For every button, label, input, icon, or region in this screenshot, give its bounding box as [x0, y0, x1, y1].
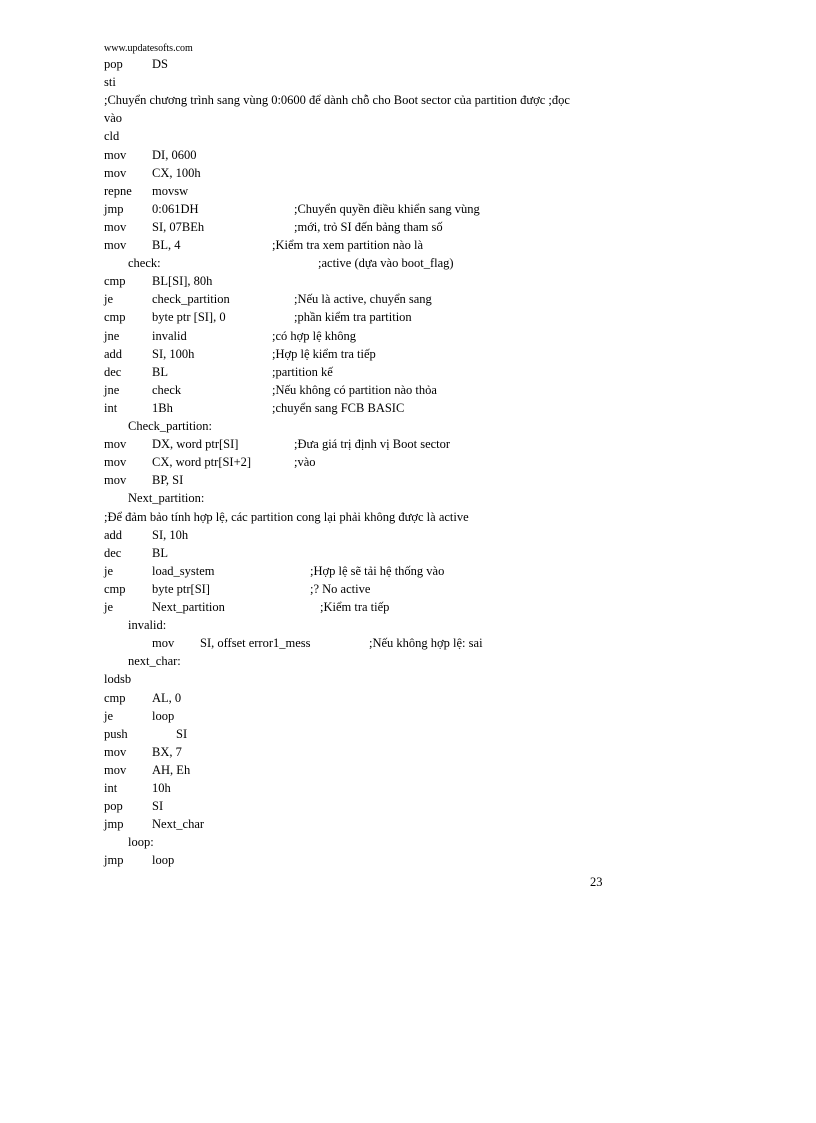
- code-line: [0, 598, 816, 616]
- code-opcode: add: [104, 346, 123, 361]
- code-line: [0, 290, 816, 308]
- code-operand: CX, word ptr[SI+2]: [152, 455, 252, 470]
- code-line: [0, 327, 816, 345]
- code-operand: BL, 4: [152, 238, 181, 252]
- code-operand: DS: [152, 57, 168, 71]
- code-line: [0, 182, 816, 200]
- code-opcode: je: [104, 563, 114, 578]
- code-line: [0, 399, 816, 417]
- code-text: lodsb: [104, 672, 132, 687]
- code-line: [0, 73, 816, 91]
- code-opcode: pop: [104, 799, 123, 814]
- code-line: [0, 127, 816, 145]
- code-opcode: int: [104, 781, 118, 795]
- code-line: [0, 743, 816, 761]
- code-text: vào: [104, 111, 123, 126]
- code-comment: ;chuyển sang FCB BASIC: [272, 400, 405, 415]
- code-line: [0, 435, 816, 453]
- code-opcode: pop: [104, 57, 123, 71]
- code-line: [0, 652, 816, 670]
- code-comment: ;mới, trỏ SI đến bảng tham số: [294, 219, 443, 234]
- code-operand: BL: [152, 364, 168, 379]
- code-operand: DI, 0600: [152, 147, 197, 162]
- code-line: [0, 707, 816, 725]
- code-opcode: int: [104, 400, 118, 415]
- code-operand: SI, offset error1_mess: [200, 636, 311, 651]
- code-operand: BP, SI: [152, 473, 184, 488]
- code-comment: ;Đưa giá trị định vị Boot sector: [294, 437, 451, 452]
- code-opcode: jmp: [104, 817, 124, 832]
- code-text: ;Để đảm bảo tính hợp lệ, các partition cong lại phải không được là active: [104, 509, 469, 524]
- code-line: [0, 381, 816, 399]
- code-opcode: mov: [104, 238, 127, 252]
- code-operand: 0:061DH: [152, 201, 199, 216]
- code-opcode: je: [104, 292, 114, 307]
- code-operand: AH, Eh: [152, 762, 191, 777]
- code-opcode: jne: [104, 382, 120, 397]
- code-line: [0, 254, 816, 272]
- code-label: loop:: [128, 835, 154, 850]
- code-operand: byte ptr[SI]: [152, 581, 210, 596]
- code-line: [0, 725, 816, 743]
- code-line: [0, 363, 816, 381]
- code-line: [0, 272, 816, 290]
- code-opcode: jmp: [104, 853, 124, 868]
- code-opcode: cmp: [104, 310, 126, 325]
- code-operand: movsw: [152, 183, 189, 198]
- code-line: [0, 200, 816, 218]
- code-label: next_char:: [128, 654, 181, 669]
- code-operand: check: [152, 382, 182, 397]
- code-opcode: push: [104, 726, 128, 741]
- code-label: invalid:: [128, 618, 167, 633]
- code-opcode: mov: [104, 147, 127, 162]
- code-line: [0, 833, 816, 851]
- code-line: [0, 345, 816, 363]
- code-line: [0, 453, 816, 471]
- code-operand: AL, 0: [152, 690, 182, 705]
- code-comment: ;Kiểm tra xem partition nào là: [272, 238, 423, 252]
- code-opcode: je: [104, 600, 114, 614]
- code-text: cld: [104, 129, 120, 144]
- code-operand: BL: [152, 545, 168, 560]
- code-opcode: mov: [104, 437, 127, 452]
- code-opcode: jmp: [104, 201, 124, 216]
- code-operand: SI, 07BEh: [152, 219, 205, 234]
- code-label: Next_partition:: [128, 491, 205, 506]
- code-operand: BX, 7: [152, 744, 182, 759]
- code-operand: CX, 100h: [152, 165, 201, 180]
- code-line: [0, 562, 816, 580]
- code-line: [0, 164, 816, 182]
- code-line: [0, 91, 816, 109]
- code-text: sti: [104, 75, 116, 90]
- code-line: [0, 109, 816, 127]
- code-line: [0, 797, 816, 815]
- code-text: ;Chuyển chương trình sang vùng 0:0600 để dành chỗ cho Boot sector của partition được ;đọc: [104, 93, 570, 108]
- code-opcode: dec: [104, 364, 122, 379]
- code-line: [0, 616, 816, 634]
- code-operand: byte ptr [SI], 0: [152, 310, 226, 325]
- code-label: Check_partition:: [128, 419, 213, 433]
- code-opcode: jne: [104, 328, 120, 343]
- code-operand: check_partition: [152, 292, 230, 307]
- code-line: [0, 815, 816, 833]
- code-line: [0, 489, 816, 507]
- code-line: [0, 544, 816, 562]
- code-line: [0, 634, 816, 652]
- code-label: check:: [128, 256, 161, 271]
- code-comment: ;Nếu là active, chuyển sang: [294, 292, 432, 307]
- code-opcode: add: [104, 527, 123, 542]
- code-opcode: mov: [104, 473, 127, 488]
- code-opcode: je: [104, 708, 114, 723]
- code-operand: invalid: [152, 328, 187, 343]
- code-line: [0, 779, 816, 797]
- code-line: [0, 670, 816, 688]
- code-comment: ;Hợp lệ sẽ tải hệ thống vào: [310, 563, 445, 578]
- code-opcode: mov: [104, 219, 127, 234]
- code-operand: SI, 100h: [152, 346, 195, 361]
- code-comment: ;vào: [294, 455, 316, 470]
- page-number: 23: [590, 875, 603, 889]
- code-operand: SI: [152, 799, 164, 814]
- code-opcode: cmp: [104, 274, 126, 289]
- code-operand: Next_partition: [152, 600, 225, 614]
- code-line: [0, 508, 816, 526]
- code-operand: load_system: [152, 563, 215, 578]
- code-operand: DX, word ptr[SI]: [152, 437, 239, 452]
- code-line: [0, 146, 816, 164]
- code-operand: SI: [176, 726, 188, 741]
- code-operand: 1Bh: [152, 400, 173, 415]
- code-comment: ;Hợp lệ kiểm tra tiếp: [272, 346, 376, 361]
- code-operand: 10h: [152, 781, 171, 795]
- code-opcode: mov: [104, 762, 127, 777]
- code-comment: ;có hợp lệ không: [272, 328, 357, 343]
- code-comment: ;Chuyển quyền điều khiển sang vùng: [294, 201, 480, 216]
- code-operand: SI, 10h: [152, 527, 189, 542]
- code-line: [0, 761, 816, 779]
- code-line: [0, 218, 816, 236]
- code-line: [0, 689, 816, 707]
- code-operand: loop: [152, 708, 175, 723]
- code-line: [0, 471, 816, 489]
- code-opcode: repne: [104, 183, 132, 198]
- code-line: [0, 417, 816, 435]
- code-operand: BL[SI], 80h: [152, 274, 213, 289]
- code-comment: ;partition kế: [272, 364, 333, 379]
- code-comment: ;Nếu không có partition nào thỏa: [272, 382, 437, 397]
- code-operand: loop: [152, 853, 175, 868]
- header-url: www.updatesofts.com: [104, 43, 193, 54]
- code-opcode: mov: [104, 744, 127, 759]
- code-opcode: mov: [152, 636, 175, 651]
- code-opcode: mov: [104, 165, 127, 180]
- code-line: [0, 55, 816, 73]
- code-line: [0, 580, 816, 598]
- code-line: [0, 851, 816, 869]
- code-line: [0, 308, 816, 326]
- code-operand: Next_char: [152, 817, 205, 832]
- code-line: [0, 526, 816, 544]
- code-comment: ;Nếu không hợp lệ: sai: [369, 636, 483, 651]
- code-comment: ;active (dựa vào boot_flag): [318, 256, 454, 271]
- code-comment: ;? No active: [310, 581, 371, 596]
- code-opcode: cmp: [104, 581, 126, 596]
- code-opcode: cmp: [104, 690, 126, 705]
- code-opcode: mov: [104, 455, 127, 470]
- code-line: [0, 236, 816, 254]
- code-opcode: dec: [104, 545, 122, 560]
- code-comment: ;phần kiểm tra partition: [294, 310, 412, 325]
- code-comment: ;Kiểm tra tiếp: [320, 600, 390, 614]
